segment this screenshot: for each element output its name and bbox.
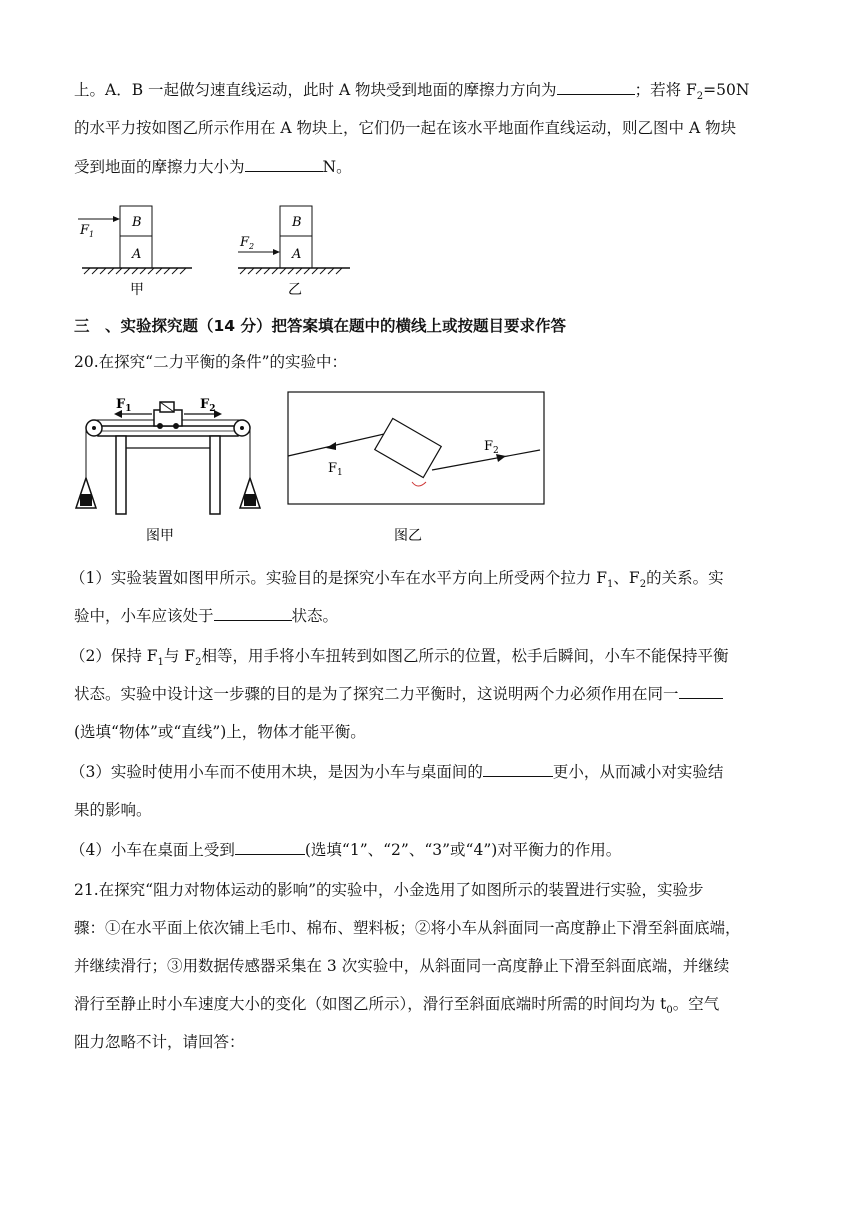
q19-line3: 受到地面的摩擦力大小为 N。 <box>74 158 352 176</box>
q19-blank-direction[interactable] <box>557 80 635 95</box>
block-a-label-left: A <box>132 247 142 262</box>
q20-part2-line1: （2）保持 $F_1$与 $F_2$相等，用手将小车扭转到如图乙所示的位置，松手后瞬间，小车不能保持平衡 <box>70 647 729 669</box>
ground-hatch-left <box>84 268 186 274</box>
q21-line4: 滑行至静止时小车速度大小的变化（如图乙所示），滑行至斜面底端时所需的时间均为 $t_0$。空气 <box>74 995 720 1017</box>
q20-part1-line1: （1）实验装置如图甲所示。实验目的是探究小车在水平方向上所受两个拉力 $F_1$、$F_2$的关系。实 <box>70 569 724 591</box>
caption-jia: 甲 <box>130 282 144 298</box>
force-arrow-f2-head <box>273 249 280 255</box>
q21-line2: 骤：①在水平面上依次铺上毛巾、棉布、塑料板；②将小车从斜面同一高度静止下滑至斜面底端， <box>74 919 741 937</box>
fig-jia-apparatus <box>76 397 260 544</box>
q20-part4: （4）小车在桌面上受到 (选填“1”、“2”、“3”或“4”)对平衡力的作用。 <box>70 841 622 859</box>
q20-blank-pairs[interactable] <box>235 840 305 855</box>
ground-hatch-right <box>240 268 342 274</box>
force-label-f2: $F_2$ <box>240 235 255 251</box>
label-f2-yi: $F_2$ <box>484 439 499 456</box>
block-b-label-left: B <box>132 215 142 230</box>
table-leg-right <box>210 436 220 514</box>
q20-blank-friction[interactable] <box>483 762 553 777</box>
table-leg-left <box>116 436 126 514</box>
q20-part2-line3: (选填“物体”或“直线”)上，物体才能平衡。 <box>74 723 366 741</box>
q20-part1-line2: 验中，小车应该处于 状态。 <box>74 607 339 625</box>
label-f1-jia: $F_1$ <box>116 397 132 414</box>
fig-yi-rotated <box>288 392 544 544</box>
block-b-label-right: B <box>292 215 302 230</box>
q19-line1: 上。A．B 一起做匀速直线运动，此时 A 物块受到地面的摩擦力方向为 ；若将 $F_2=50N$ <box>74 81 750 103</box>
force-arrow-f1-head <box>113 216 120 222</box>
q20-figure <box>74 390 554 550</box>
section3-heading: 三 、实验探究题（14 分）把答案填在题中的横线上或按题目要求作答 <box>74 317 566 335</box>
q19-figure <box>74 198 374 298</box>
q20-blank-state[interactable] <box>214 606 292 621</box>
q20-part3-line2: 果的影响。 <box>74 801 152 819</box>
label-f2-jia: $F_2$ <box>200 397 216 414</box>
q21-line3: 并继续滑行；③用数据传感器采集在 3 次实验中，从斜面同一高度静止下滑至斜面底端，并继续 <box>74 957 730 975</box>
label-f1-yi: $F_1$ <box>328 461 343 478</box>
force-label-f1: $F_1$ <box>80 223 95 239</box>
caption-tu-yi: 图乙 <box>394 528 422 544</box>
q19-blank-friction[interactable] <box>245 157 323 172</box>
caption-tu-jia: 图甲 <box>146 528 174 544</box>
q20-part2-line2: 状态。实验中设计这一步骤的目的是为了探究二力平衡时，这说明两个力必须作用在同一 <box>74 684 723 704</box>
q21-line1: 21.在探究“阻力对物体运动的影响”的实验中，小金选用了如图所示的装置进行实验，实验步 <box>74 881 704 899</box>
q20-part3-line1: （3）实验时使用小车而不使用木块，是因为小车与桌面间的 更小，从而减小对实验结 <box>70 763 724 781</box>
q21-line5: 阻力忽略不计，请回答： <box>74 1033 245 1051</box>
q19-fig-left <box>78 206 192 298</box>
q20-blank-same[interactable] <box>679 684 723 699</box>
q20-stem: 20.在探究“二力平衡的条件”的实验中： <box>74 353 347 371</box>
q19-line2: 的水平力按如图乙所示作用在 A 物块上，它们仍一起在该水平地面作直线运动，则乙图中 A 物块 <box>74 119 737 137</box>
caption-yi: 乙 <box>288 282 302 298</box>
q19-fig-right <box>238 206 350 298</box>
block-a-label-right: A <box>292 247 302 262</box>
